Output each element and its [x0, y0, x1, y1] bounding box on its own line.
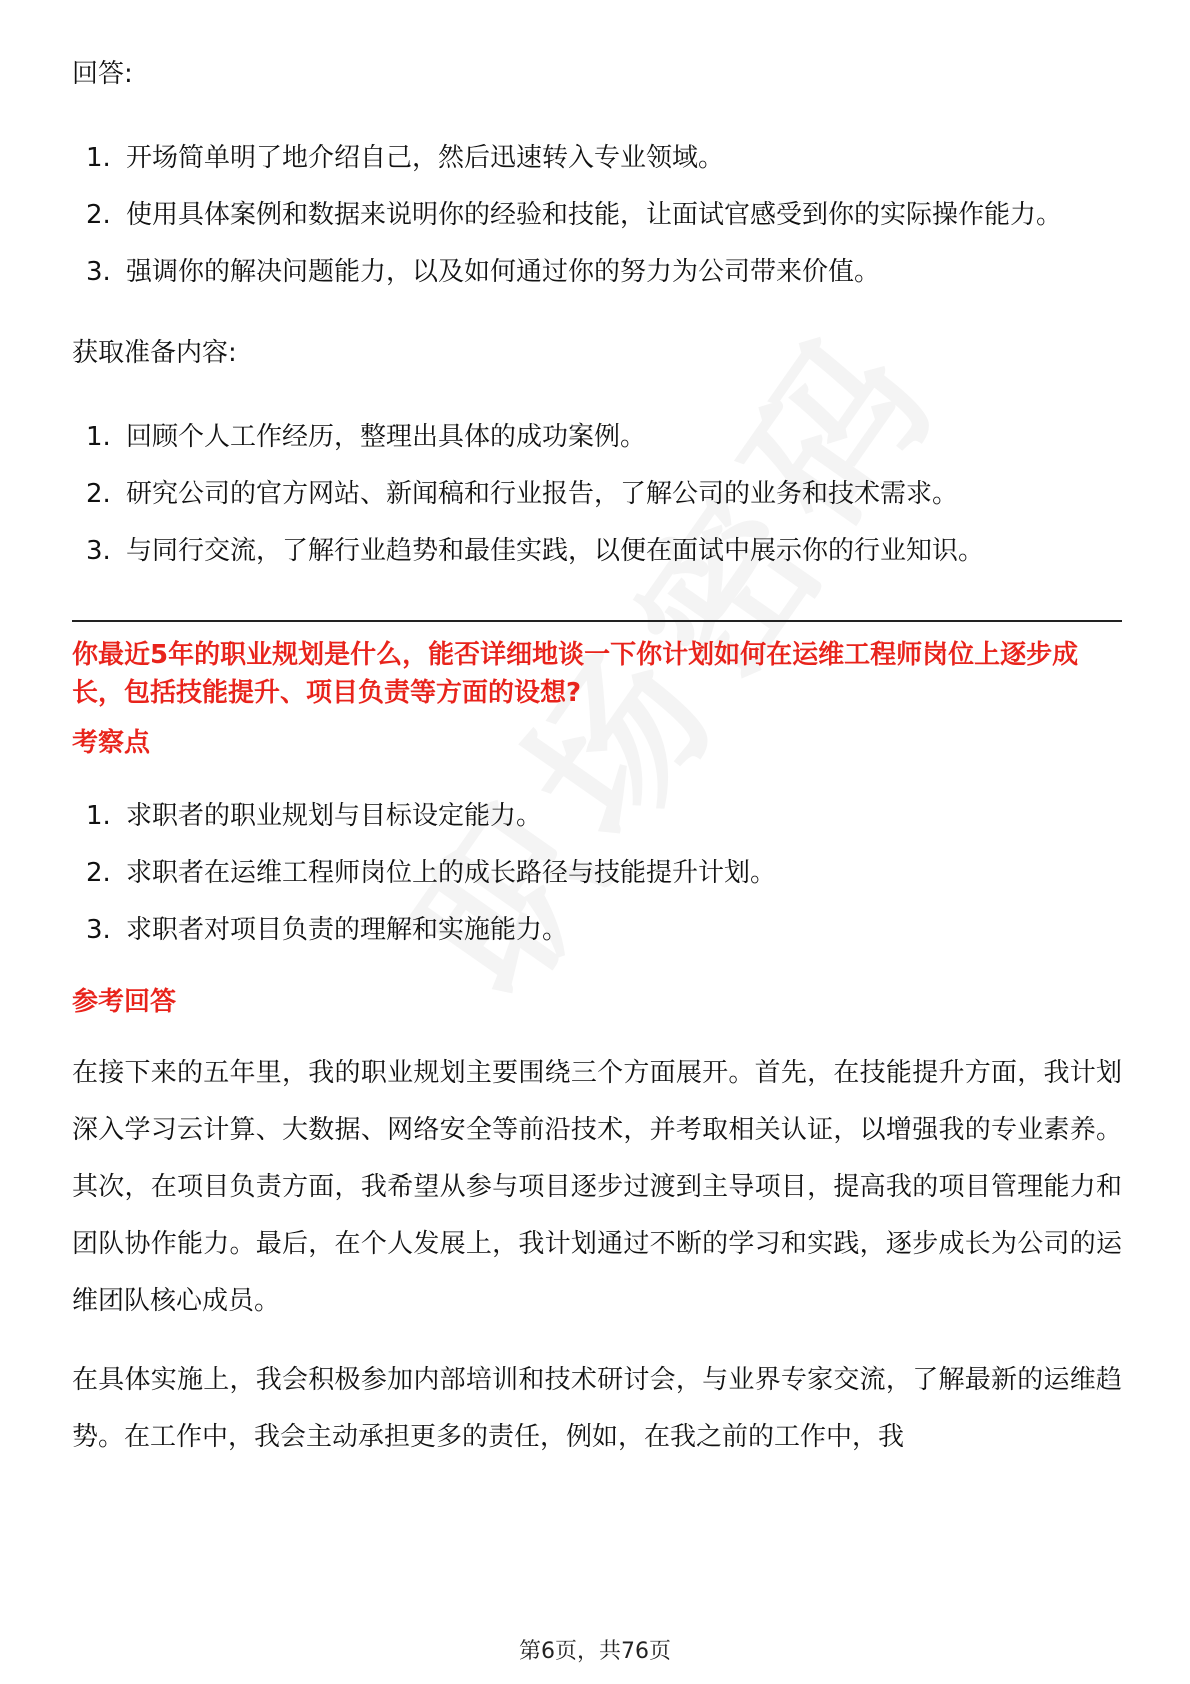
list-item: 2. 求职者在运维工程师岗位上的成长路径与技能提升计划。 [86, 858, 777, 888]
exam-points-list [72, 788, 1122, 959]
reference-paragraph: 在具体实施上，我会积极参加内部培训和技术研讨会，与业界专家交流，了解最新的运维趋势。在工作中，我会主动承担更多的责任，例如，在我之前的工作中，我 [72, 1365, 1122, 1452]
reference-paragraph: 在接下来的五年里，我的职业规划主要围绕三个方面展开。首先，在技能提升方面，我计划深入学习云计算、大数据、网络安全等前沿技术，并考取相关认证，以增强我的专业素养。其次，在项目负责方面，我希望从参与项目逐步过渡到主导项目，提高我的项目管理能力和团队协作能力。最后，在个人发展上，我计划通过不断的学习和实践，逐步成长为公司的运维团队核心成员。 [72, 1058, 1122, 1316]
list-item: 1. 回顾个人工作经历，整理出具体的成功案例。 [86, 422, 647, 452]
list-item: 3. 强调你的解决问题能力，以及如何通过你的努力为公司带来价值。 [86, 257, 881, 287]
prep-label: 获取准备内容: [72, 338, 237, 368]
page-number: 第6页，共76页 [519, 1639, 671, 1664]
answer-list [72, 130, 1122, 301]
reference-answer-heading: 参考回答 [72, 987, 177, 1017]
section-divider [72, 620, 1122, 622]
list-item: 3. 求职者对项目负责的理解和实施能力。 [86, 915, 569, 945]
list-item: 1. 开场简单明了地介绍自己，然后迅速转入专业领域。 [86, 143, 725, 173]
exam-points-heading: 考察点 [72, 728, 151, 758]
prep-list [72, 409, 1122, 580]
list-item: 1. 求职者的职业规划与目标设定能力。 [86, 801, 543, 831]
list-item: 2. 使用具体案例和数据来说明你的经验和技能，让面试官感受到你的实际操作能力。 [86, 200, 1063, 230]
list-item: 2. 研究公司的官方网站、新闻稿和行业报告，了解公司的业务和技术需求。 [86, 479, 959, 509]
page-content [72, 58, 1122, 1466]
list-item: 3. 与同行交流，了解行业趋势和最佳实践，以便在面试中展示你的行业知识。 [86, 536, 985, 566]
answer-label: 回答: [72, 59, 133, 89]
question-title: 你最近5年的职业规划是什么，能否详细地谈一下你计划如何在运维工程师岗位上逐步成长，包括技能提升、项目负责等方面的设想? [72, 640, 1079, 708]
